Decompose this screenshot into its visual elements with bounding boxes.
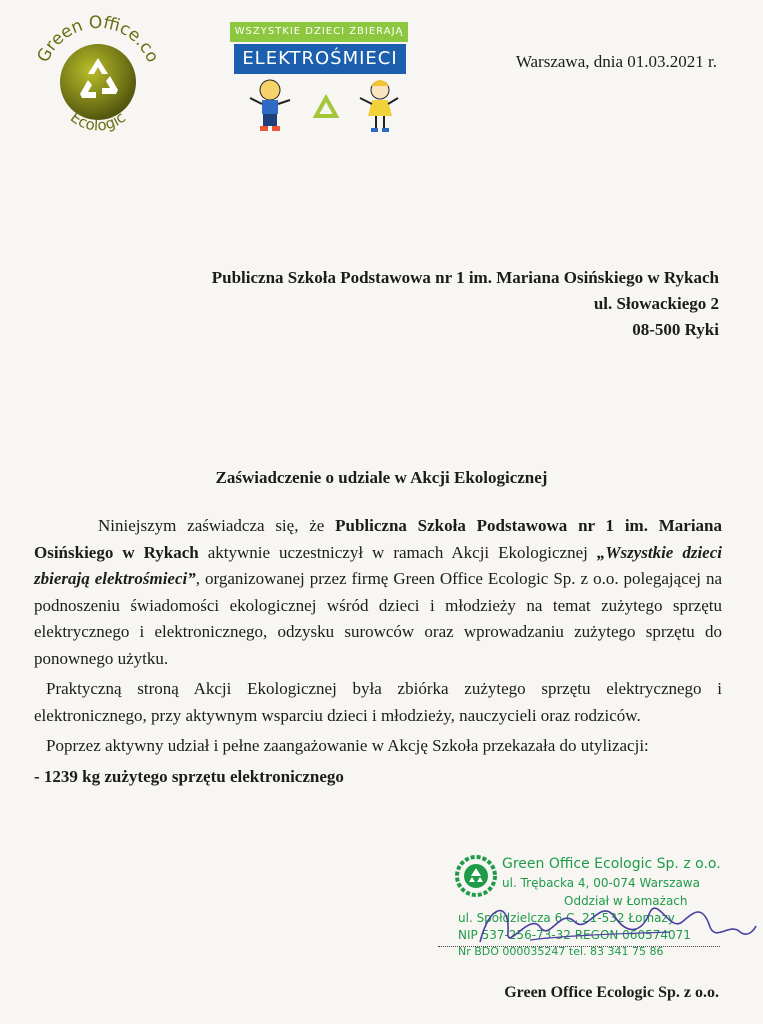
paragraph-1-campaign: „Wszystkie dzieci zbierają elektrośmieci” xyxy=(34,542,722,588)
document-title: Zaświadczenie o udziale w Akcji Ekologicznej xyxy=(215,468,548,487)
handwritten-signature xyxy=(470,892,760,962)
paragraph-1 xyxy=(34,513,722,672)
paragraph-1-middle: aktywnie uczestniczył w ramach Akcji Ekologicznej xyxy=(198,542,597,562)
paragraph-1-school: Publiczna Szkoła Podstawowa nr 1 im. Mariana Osińskiego w Rykach xyxy=(34,516,722,562)
green-office-logo xyxy=(22,10,172,140)
document-body xyxy=(34,513,722,790)
elektrosmieci-logo-top-text: WSZYSTKIE DZIECI ZBIERAJĄ xyxy=(230,22,408,42)
recipient-city: 08-500 Ryki xyxy=(632,320,719,339)
recipient-street: ul. Słowackiego 2 xyxy=(593,294,719,313)
green-office-logo-text-top: Green Office.co xyxy=(33,12,163,66)
paragraph-2: Praktyczną stroną Akcji Ekologicznej była zbiórka zużytego sprzętu elektrycznego i elektronicznego, przy aktywnym wsparciu dzieci i młodzieży, nauczycieli oraz rodziców. xyxy=(34,679,722,725)
stamp-branch-address: ul. Spółdzielcza 6 C, 21-532 Łomazy xyxy=(458,911,675,925)
stamp-ids: NIP 537-256-73-32 REGON 060574071 xyxy=(458,928,691,942)
paragraph-1-rest: , organizowanej przez firmę Green Office Ecologic Sp. z o.o. polegającej na podnoszeniu świadomości ekologicznej wśród dzieci i młodzieży na temat zużytego sprzętu elektrycznego i elektronicznego, odzysku surowców oraz wprowadzaniu zużytego sprzętu do ponownego użytku. xyxy=(34,569,722,668)
stamp-company-name: Green Office Ecologic Sp. z o.o. xyxy=(502,856,721,872)
recycle-icon xyxy=(316,98,336,116)
kids-illustration-icon xyxy=(238,76,408,134)
elektrosmieci-logo-main-text: ELEKTROŚMIECI xyxy=(234,44,406,74)
recipient-name: Publiczna Szkoła Podstawowa nr 1 im. Mariana Osińskiego w Rykach xyxy=(211,268,719,287)
stamp-bdo: Nr BDO 000035247 tel. 83 341 75 86 xyxy=(458,945,664,958)
document-date: Warszawa, dnia 01.03.2021 r. xyxy=(515,52,717,71)
elektrosmieci-logo xyxy=(230,22,410,134)
stamp-address: ul. Trębacka 4, 00-074 Warszawa xyxy=(502,876,700,890)
paragraph-1-intro: Niniejszym zaświadcza się, że xyxy=(98,516,336,535)
footer-company-name: Green Office Ecologic Sp. z o.o. xyxy=(504,984,719,1001)
green-office-logo-text-bottom: Ecologic xyxy=(66,108,130,135)
recipient-address xyxy=(212,265,719,343)
paragraph-3: Poprzez aktywny udział i pełne zaangażowanie w Akcję Szkoła przekazała do utylizacji: xyxy=(46,736,649,755)
stamp-branch: Oddział w Łomażach xyxy=(564,894,688,908)
list-item: - 1239 kg zużytego sprzętu elektronicznego xyxy=(34,766,344,786)
